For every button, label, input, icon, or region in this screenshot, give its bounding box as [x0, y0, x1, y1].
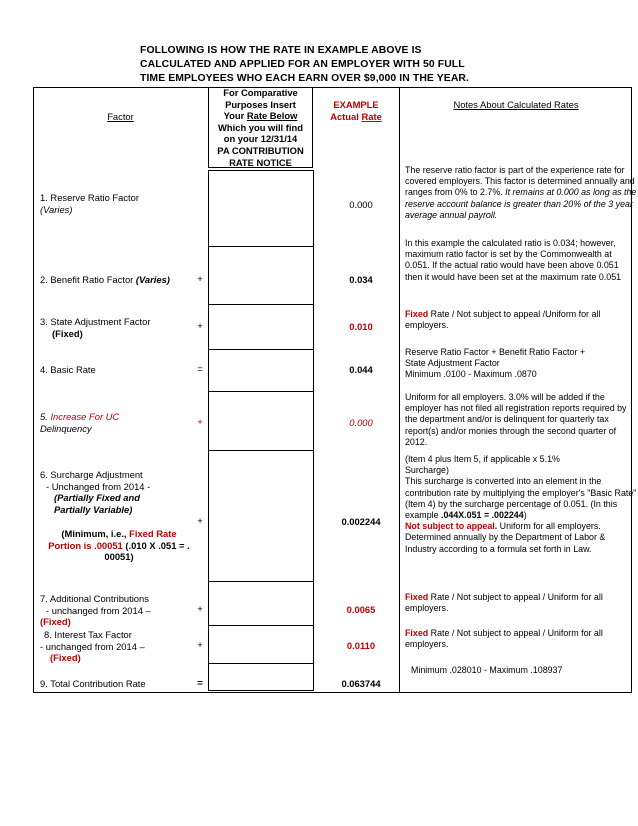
page-heading	[140, 44, 580, 86]
row8-label: 8. Interest Tax Factor	[44, 629, 132, 640]
your-rate-input-2[interactable]	[208, 246, 314, 305]
row6-min-red2: Portion is .00051	[48, 539, 123, 551]
row7-note-fixed: Fixed	[405, 592, 429, 602]
row6-min-line1	[33, 528, 205, 540]
row6-note-tail	[405, 521, 637, 555]
header-example	[313, 99, 399, 122]
row4-operator: =	[197, 364, 203, 375]
row1-sub: (Varies)	[40, 203, 73, 215]
row6-minimum	[33, 528, 205, 563]
row3-note-text: Rate / Not subject to appeal /Uniform for all employers.	[405, 309, 601, 331]
row2-factor	[40, 274, 200, 286]
row6-sub1: - Unchanged from 2014 -	[46, 480, 151, 492]
row7-sub: - unchanged from 2014 –	[46, 604, 151, 616]
row8-note-fixed: Fixed	[405, 628, 429, 638]
row6-note-example: .044X.051 = .002244	[441, 510, 524, 521]
header-factor-text: Factor	[107, 111, 134, 122]
your-rate-input-7[interactable]	[208, 581, 314, 626]
row3-note	[405, 309, 637, 331]
header-compare-line7: RATE NOTICE	[229, 156, 292, 168]
row5-factor	[40, 411, 200, 434]
row2-sub: (Varies)	[135, 274, 170, 285]
row9-factor: 9. Total Contribution Rate	[40, 678, 146, 689]
your-rate-input-8[interactable]	[208, 625, 314, 664]
row6-note-close: )	[523, 510, 527, 521]
row5-label-line2: Delinquency	[40, 422, 92, 434]
header-notes	[400, 99, 632, 111]
row3-factor	[40, 316, 200, 339]
your-rate-input-9[interactable]	[208, 663, 314, 691]
row6-note-end: Uniform for all employers. Determined annually by the Department of Labor & Industry according to a formula set forth in Law.	[405, 521, 606, 554]
row4-note-line3: Minimum .0100 - Maximum .0870	[405, 369, 537, 380]
header-compare-line5: on your 12/31/14	[223, 133, 298, 145]
row5-operator: +	[197, 417, 203, 428]
header-example-line2	[313, 111, 399, 123]
your-rate-input-3[interactable]	[208, 304, 314, 350]
column-divider-notes	[399, 87, 400, 693]
row6-operator: +	[197, 516, 203, 527]
row6-min-formula: (.010 X .051 = .	[122, 539, 190, 551]
header-compare-line6: PA CONTRIBUTION	[217, 144, 304, 156]
row6-sub3: Partially Variable)	[54, 503, 133, 515]
row1-note-a: The reserve ratio factor is part of the experience rate for covered employers. This factor is determined annually and ranges from 0% to 2.7%.	[405, 165, 635, 198]
row3-note-fixed: Fixed	[405, 309, 429, 319]
heading-line-1: FOLLOWING IS HOW THE RATE IN EXAMPLE ABOVE IS	[140, 45, 422, 56]
header-compare-line3	[209, 110, 312, 122]
row3-label: 3. State Adjustment Factor	[40, 316, 151, 327]
header-compare-line1: For Comparative	[223, 87, 298, 98]
header-example-actual: Actual	[330, 110, 362, 122]
row9-operator: =	[197, 678, 203, 689]
row3-value: 0.010	[349, 321, 373, 332]
row7-operator: +	[197, 604, 203, 615]
row6-min-red1: Fixed Rate	[129, 528, 177, 539]
row1-note-b: It remains at 0.000 as long as the reserve account balance is greater than 20% of the 3 year average annual payroll.	[405, 187, 637, 220]
row4-note-line2: State Adjustment Factor	[405, 358, 500, 369]
row7-note-text: Rate / Not subject to appeal / Uniform for all employers.	[405, 592, 603, 614]
row6-label: 6. Surcharge Adjustment	[40, 469, 143, 480]
your-rate-input-1[interactable]	[208, 170, 314, 247]
row6-note-red: Not subject to appeal.	[405, 521, 498, 532]
row5-note: Uniform for all employers. 3.0% will be added if the employer has not filed all registration reports required by the department and/or is delinquent for quarterly tax report(s) and/or monies through the second quarter of 2012.	[405, 392, 627, 447]
row9-note: Minimum .028010 - Maximum .108937	[411, 665, 563, 675]
header-compare-line4: Which you will find	[218, 121, 303, 133]
header-compare	[209, 87, 312, 168]
header-example-rate: Rate	[361, 110, 382, 122]
row6-note-body-text: This surcharge is converted into an element in the contribution rate by multiplying the employer's "Basic Rate" (Item 4) by the surcharge percentage of 0.051. (In this example	[405, 476, 637, 521]
row6-factor	[40, 469, 200, 515]
row8-note	[405, 628, 637, 650]
row6-min-line3: 00051)	[104, 551, 134, 563]
row7-note	[405, 592, 637, 614]
row9-value: 0.063744	[341, 678, 381, 689]
table-border-bottom	[33, 692, 632, 693]
row1-value: 0.000	[349, 199, 373, 210]
row3-operator: +	[197, 321, 203, 332]
row7-label: 7. Additional Contributions	[40, 593, 149, 604]
row5-label-number: 5.	[40, 411, 51, 422]
row6-min-text: (Minimum, i.e.,	[61, 528, 130, 539]
row1-label: 1. Reserve Ratio Factor	[40, 192, 139, 203]
row5-value: 0.000	[349, 417, 373, 428]
header-compare-line3b: Rate Below	[246, 110, 298, 122]
row6-min-line2	[33, 540, 205, 552]
row6-sub2: (Partially Fixed and	[54, 492, 140, 504]
row6-note-body	[405, 476, 637, 521]
row8-note-text: Rate / Not subject to appeal / Uniform for all employers.	[405, 628, 603, 650]
row2-note: In this example the calculated ratio is 0.034; however, maximum ratio factor is set by the Commonwealth at 0.051. If the actual ratio would have been above 0.051 then it would have been set at the maximum rate 0.051	[405, 238, 622, 282]
row2-operator: +	[197, 274, 203, 285]
header-notes-text: Notes About Calculated Rates	[453, 99, 579, 110]
header-compare-line2: Purposes Insert	[225, 98, 296, 110]
row1-factor	[40, 192, 200, 215]
header-compare-line3a: Your	[223, 110, 247, 122]
row8-factor	[40, 629, 200, 664]
row8-fixed: (Fixed)	[50, 652, 81, 664]
header-example-line1: EXAMPLE	[333, 99, 379, 110]
header-factor	[33, 111, 208, 123]
heading-line-3: TIME EMPLOYEES WHO EACH EARN OVER $9,000 IN THE YEAR.	[140, 73, 470, 84]
table-border-top	[33, 87, 632, 88]
row5-label	[40, 411, 200, 423]
row8-operator: +	[197, 640, 203, 651]
row8-value: 0.0110	[346, 640, 376, 651]
row4-note-line1: Reserve Ratio Factor + Benefit Ratio Factor +	[405, 347, 586, 357]
row3-sub: (Fixed)	[52, 327, 83, 339]
row7-factor	[40, 593, 200, 628]
row4-factor: 4. Basic Rate	[40, 364, 96, 375]
row6-note	[405, 454, 637, 555]
row7-fixed: (Fixed)	[40, 616, 71, 628]
row6-value: 0.002244	[341, 516, 381, 527]
row1-note	[405, 165, 637, 221]
your-rate-input-4[interactable]	[208, 349, 314, 392]
row6-note-line1: (Item 4 plus Item 5, if applicable x 5.1%	[405, 454, 560, 464]
your-rate-input-5[interactable]	[208, 391, 314, 451]
row5-label-red: Increase For UC	[50, 411, 120, 422]
row8-sub: - unchanged from 2014 –	[40, 640, 145, 652]
row4-note	[405, 347, 637, 381]
row6-note-line2: Surcharge)	[405, 465, 449, 476]
table-border-left	[33, 87, 34, 693]
row4-value: 0.044	[349, 364, 373, 375]
heading-line-2: CALCULATED AND APPLIED FOR AN EMPLOYER WITH 50 FULL	[140, 59, 465, 70]
row2-value: 0.034	[349, 274, 373, 285]
row2-label: 2. Benefit Ratio Factor	[40, 274, 136, 285]
your-rate-input-6[interactable]	[208, 450, 314, 582]
rate-table	[33, 87, 637, 693]
row7-value: 0.0065	[346, 604, 376, 615]
